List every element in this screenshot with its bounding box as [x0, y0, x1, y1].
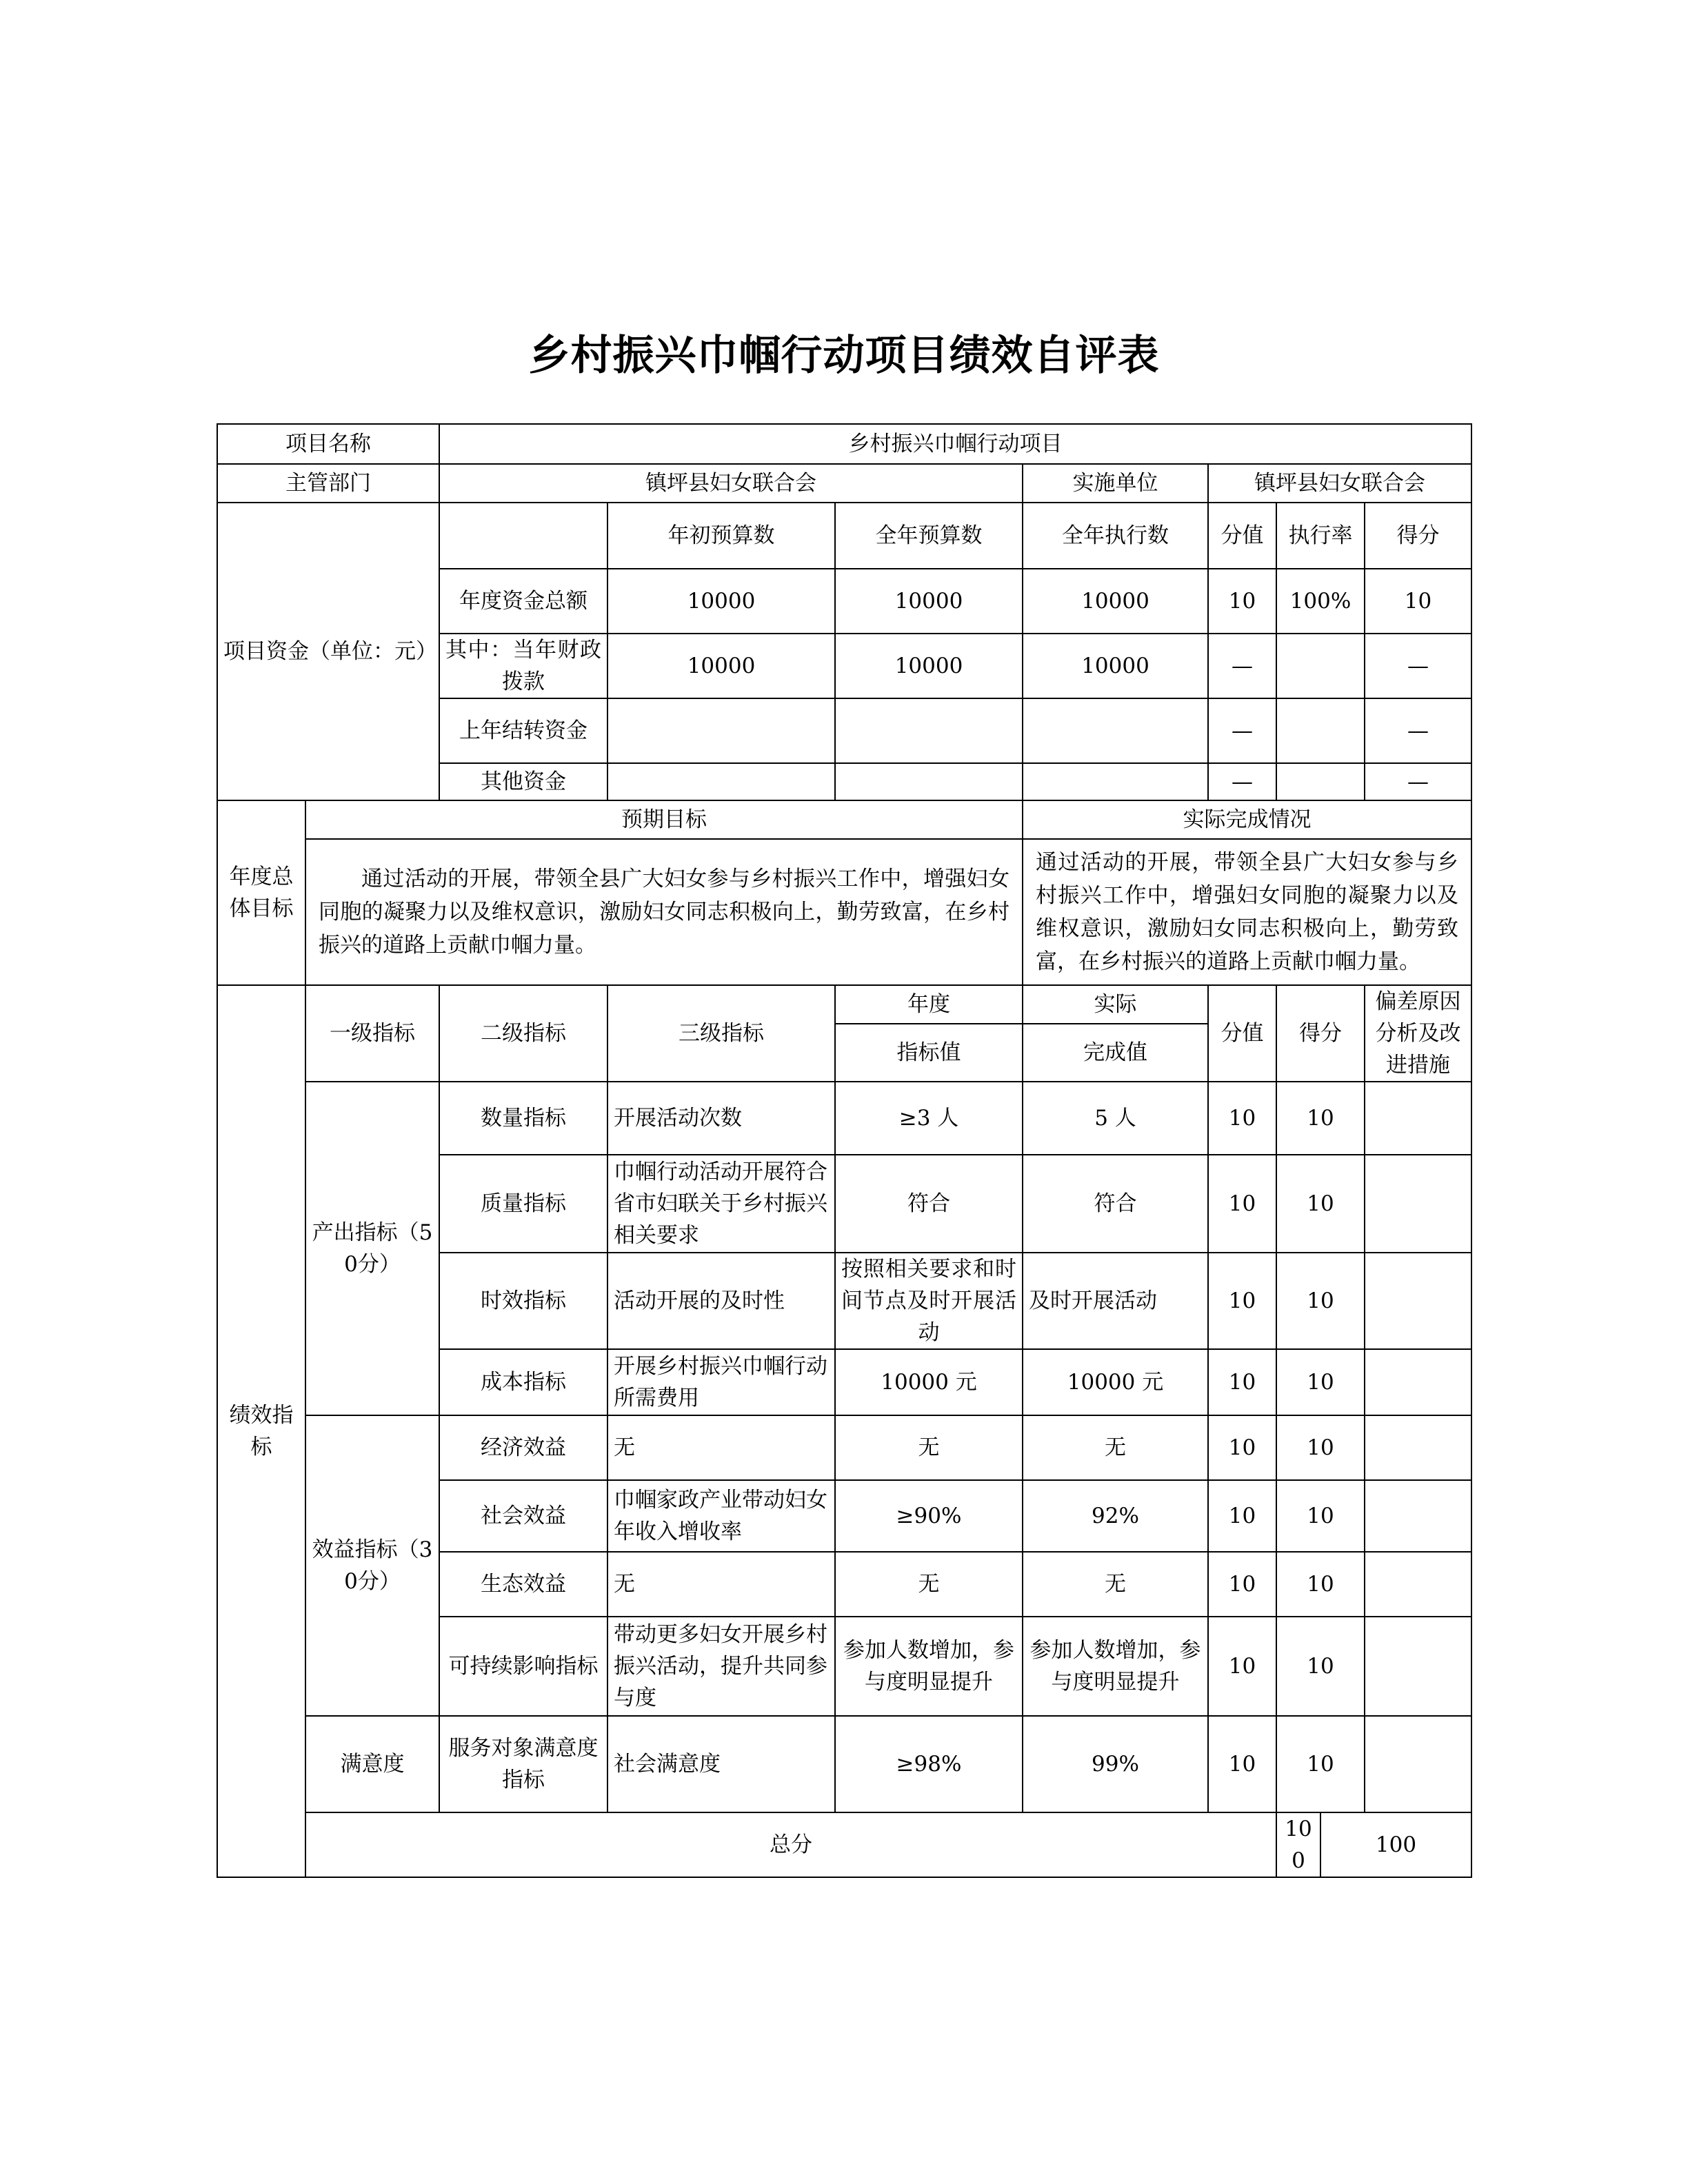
deviation-cell — [1365, 1415, 1471, 1480]
annual-target-subheader: 指标值 — [835, 1024, 1023, 1082]
level3-cell: 带动更多妇女开展乡村振兴活动，提升共同参与度 — [607, 1617, 835, 1716]
funds-initial — [607, 698, 835, 763]
implementer-label: 实施单位 — [1023, 464, 1208, 503]
actual-result-text: 通过活动的开展，带领全县广大妇女参与乡村振兴工作中，增强妇女同胞的凝聚力以及维权意识，激励妇女同志积极向上，勤劳致富，在乡村振兴的道路上贡献巾帼力量。 — [1023, 839, 1471, 985]
target-cell: 按照相关要求和时间节点及时开展活动 — [835, 1253, 1023, 1349]
level3-cell: 巾帼家政产业带动妇女年收入增收率 — [607, 1480, 835, 1552]
page-title: 乡村振兴巾帼行动项目绩效自评表 — [528, 332, 1160, 380]
score-value-cell: 10 — [1208, 1349, 1276, 1415]
actual-value-header: 实际 — [1023, 985, 1208, 1024]
actual-cell: 参加人数增加，参与度明显提升 — [1023, 1617, 1208, 1716]
deviation-cell — [1365, 1349, 1471, 1415]
level3-cell: 巾帼行动活动开展符合省市妇联关于乡村振兴相关要求 — [607, 1155, 835, 1253]
indicators-label: 绩效指标 — [217, 985, 305, 1877]
indicators-header-row — [217, 985, 1471, 1024]
actual-cell: 无 — [1023, 1415, 1208, 1480]
score-value-cell: 10 — [1208, 1552, 1276, 1617]
funds-initial: 10000 — [607, 634, 835, 698]
deviation-cell — [1365, 1617, 1471, 1716]
funds-rate: 100% — [1276, 569, 1365, 634]
funds-row-label: 年度资金总额 — [439, 569, 607, 634]
funds-score: — — [1365, 634, 1471, 698]
level2-cell: 经济效益 — [439, 1415, 607, 1480]
funds-header-row — [217, 503, 1471, 569]
self-evaluation-table — [217, 423, 1472, 1878]
funds-label: 项目资金（单位：元） — [217, 503, 439, 800]
deviation-cell — [1365, 1480, 1471, 1552]
level2-cell: 可持续影响指标 — [439, 1617, 607, 1716]
score-value-cell: 10 — [1208, 1617, 1276, 1716]
funds-score-value: — — [1208, 698, 1276, 763]
target-cell: 无 — [835, 1552, 1023, 1617]
funds-rate — [1276, 634, 1365, 698]
funds-rate — [1276, 763, 1365, 800]
level2-cell: 数量指标 — [439, 1082, 607, 1155]
score-cell: 10 — [1276, 1349, 1365, 1415]
target-cell: 参加人数增加，参与度明显提升 — [835, 1617, 1023, 1716]
deviation-cell — [1365, 1716, 1471, 1812]
funds-header-blank — [439, 503, 607, 569]
score-cell: 10 — [1276, 1617, 1365, 1716]
target-cell: 10000 元 — [835, 1349, 1023, 1415]
expected-goal-text: 通过活动的开展，带领全县广大妇女参与乡村振兴工作中，增强妇女同胞的凝聚力以及维权意识，激励妇女同志积极向上，勤劳致富，在乡村振兴的道路上贡献巾帼力量。 — [305, 839, 1023, 985]
level3-header: 三级指标 — [607, 985, 835, 1082]
department-value: 镇坪县妇女联合会 — [439, 464, 1023, 503]
actual-value-subheader: 完成值 — [1023, 1024, 1208, 1082]
funds-executed — [1023, 763, 1208, 800]
funds-score: — — [1365, 763, 1471, 800]
level2-cell: 服务对象满意度指标 — [439, 1716, 607, 1812]
deviation-cell — [1365, 1552, 1471, 1617]
target-cell: 无 — [835, 1415, 1023, 1480]
funds-row-label: 上年结转资金 — [439, 698, 607, 763]
target-cell: 符合 — [835, 1155, 1023, 1253]
score-value-cell: 10 — [1208, 1155, 1276, 1253]
score-value-cell: 10 — [1208, 1415, 1276, 1480]
score-cell: 10 — [1276, 1253, 1365, 1349]
funds-score: — — [1365, 698, 1471, 763]
funds-executed — [1023, 698, 1208, 763]
funds-score-value: — — [1208, 763, 1276, 800]
funds-initial: 10000 — [607, 569, 835, 634]
total-score-value: 100 — [1276, 1812, 1320, 1877]
level1-header: 一级指标 — [305, 985, 439, 1082]
deviation-cell — [1365, 1082, 1471, 1155]
funds-header-score: 得分 — [1365, 503, 1471, 569]
indicator-row — [217, 1082, 1471, 1155]
total-score: 100 — [1320, 1812, 1471, 1877]
actual-cell: 92% — [1023, 1480, 1208, 1552]
actual-cell: 99% — [1023, 1716, 1208, 1812]
row-project-name — [217, 424, 1471, 464]
target-cell: ≥3 人 — [835, 1082, 1023, 1155]
level3-cell: 无 — [607, 1552, 835, 1617]
actual-result-header: 实际完成情况 — [1023, 800, 1471, 839]
funds-annual: 10000 — [835, 569, 1023, 634]
actual-cell: 5 人 — [1023, 1082, 1208, 1155]
score-cell: 10 — [1276, 1082, 1365, 1155]
project-name-label: 项目名称 — [217, 424, 439, 464]
funds-rate — [1276, 698, 1365, 763]
level3-cell: 开展乡村振兴巾帼行动所需费用 — [607, 1349, 835, 1415]
indicator-row — [217, 1415, 1471, 1480]
total-row — [217, 1812, 1471, 1877]
funds-header-initial: 年初预算数 — [607, 503, 835, 569]
actual-cell: 符合 — [1023, 1155, 1208, 1253]
funds-row-label: 其他资金 — [439, 763, 607, 800]
score-cell: 10 — [1276, 1415, 1365, 1480]
department-label: 主管部门 — [217, 464, 439, 503]
row-department — [217, 464, 1471, 503]
target-cell: ≥90% — [835, 1480, 1023, 1552]
funds-header-executed: 全年执行数 — [1023, 503, 1208, 569]
deviation-cell — [1365, 1253, 1471, 1349]
score-cell: 10 — [1276, 1552, 1365, 1617]
funds-annual — [835, 698, 1023, 763]
level3-cell: 社会满意度 — [607, 1716, 835, 1812]
score-value-cell: 10 — [1208, 1716, 1276, 1812]
score-cell: 10 — [1276, 1480, 1365, 1552]
funds-initial — [607, 763, 835, 800]
goals-label: 年度总体目标 — [217, 800, 305, 985]
level2-cell: 生态效益 — [439, 1552, 607, 1617]
implementer-value: 镇坪县妇女联合会 — [1208, 464, 1471, 503]
funds-row-label: 其中：当年财政拨款 — [439, 634, 607, 698]
actual-cell: 及时开展活动 — [1023, 1253, 1208, 1349]
score-value-cell: 10 — [1208, 1082, 1276, 1155]
funds-header-annual: 全年预算数 — [835, 503, 1023, 569]
deviation-cell — [1365, 1155, 1471, 1253]
indicator-row — [217, 1716, 1471, 1812]
funds-annual: 10000 — [835, 634, 1023, 698]
funds-executed: 10000 — [1023, 569, 1208, 634]
level2-cell: 社会效益 — [439, 1480, 607, 1552]
actual-cell: 无 — [1023, 1552, 1208, 1617]
level2-cell: 成本指标 — [439, 1349, 607, 1415]
project-name-value: 乡村振兴巾帼行动项目 — [439, 424, 1471, 464]
score-value-cell: 10 — [1208, 1480, 1276, 1552]
funds-header-score-value: 分值 — [1208, 503, 1276, 569]
score-value-cell: 10 — [1208, 1253, 1276, 1349]
annual-target-header: 年度 — [835, 985, 1023, 1024]
funds-executed: 10000 — [1023, 634, 1208, 698]
actual-cell: 10000 元 — [1023, 1349, 1208, 1415]
level3-cell: 活动开展的及时性 — [607, 1253, 835, 1349]
score-cell: 10 — [1276, 1155, 1365, 1253]
level1-benefit: 效益指标（30分） — [305, 1415, 439, 1716]
total-label: 总分 — [305, 1812, 1276, 1877]
goals-text-row — [217, 839, 1471, 985]
funds-score-value: — — [1208, 634, 1276, 698]
level1-satisfaction: 满意度 — [305, 1716, 439, 1812]
score-cell: 10 — [1276, 1716, 1365, 1812]
level2-header: 二级指标 — [439, 985, 607, 1082]
level1-output: 产出指标（50分） — [305, 1082, 439, 1415]
level3-cell: 无 — [607, 1415, 835, 1480]
score-header: 得分 — [1276, 985, 1365, 1082]
funds-annual — [835, 763, 1023, 800]
funds-header-rate: 执行率 — [1276, 503, 1365, 569]
level3-cell: 开展活动次数 — [607, 1082, 835, 1155]
goals-header-row — [217, 800, 1471, 839]
expected-goal-header: 预期目标 — [305, 800, 1023, 839]
level2-cell: 时效指标 — [439, 1253, 607, 1349]
funds-score-value: 10 — [1208, 569, 1276, 634]
deviation-header: 偏差原因分析及改进措施 — [1365, 985, 1471, 1082]
score-value-header: 分值 — [1208, 985, 1276, 1082]
target-cell: ≥98% — [835, 1716, 1023, 1812]
funds-score: 10 — [1365, 569, 1471, 634]
level2-cell: 质量指标 — [439, 1155, 607, 1253]
